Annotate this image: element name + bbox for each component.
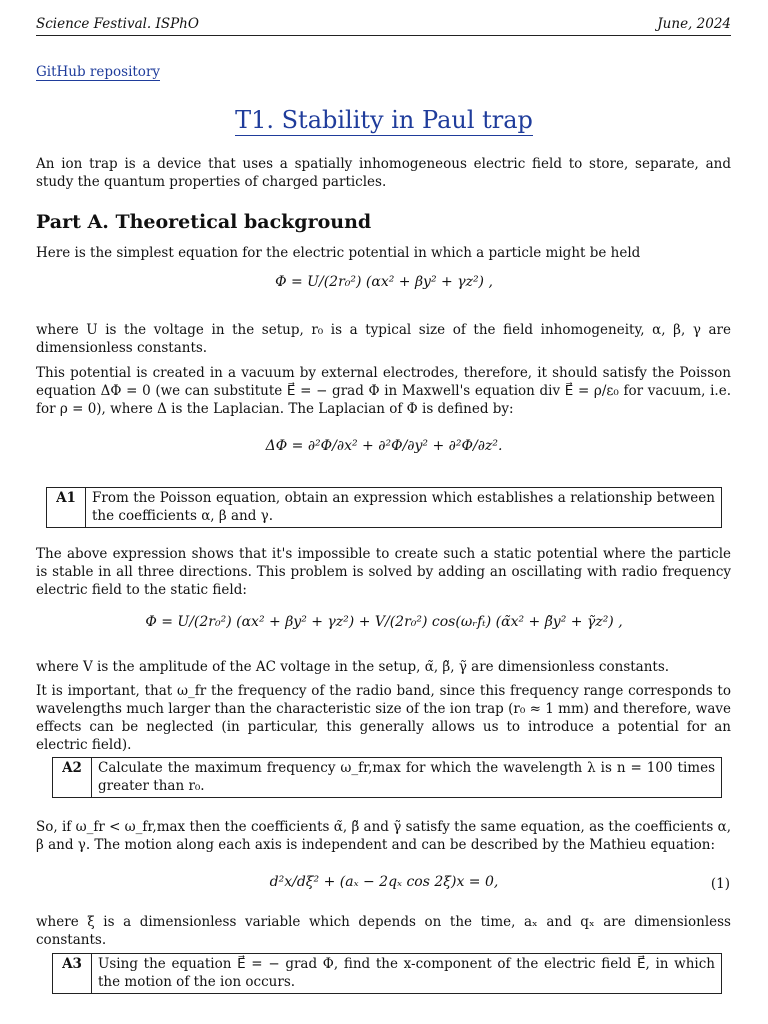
header-right: June, 2024 — [657, 16, 731, 32]
equation-laplacian: ΔΦ = ∂²Φ/∂x² + ∂²Φ/∂y² + ∂²Φ/∂z². — [265, 438, 503, 454]
equation-potential: Φ = U/(2r₀²) (αx² + βy² + γz²) , — [275, 274, 493, 290]
equation-rf-potential: Φ = U/(2r₀²) (αx² + βy² + γz²) + V/(2r₀²) cos(ωᵣfₜ) (α̃x² + β̃y² + γ̃z²) , — [145, 614, 623, 630]
task-text: Calculate the maximum frequency ω_fr,max for which the wavelength λ is n = 100 times greater than r₀. — [98, 760, 715, 794]
equation-number: (1) — [710, 876, 730, 892]
paragraph-1: Here is the simplest equation for the electric potential in which a particle might be held — [36, 245, 641, 261]
paragraph-5: where V is the amplitude of the AC voltage in the setup, α̃, β̃, γ̃ are dimensionless constants. — [36, 659, 670, 675]
header-left: Science Festival. ISPhO — [36, 16, 199, 32]
task-label: A3 — [53, 954, 92, 993]
task-label: A2 — [53, 758, 92, 797]
page-header — [36, 16, 731, 36]
task-text: Using the equation E⃗ = − grad Φ, find the x-component of the electric field E⃗, in which the motion of the ion occurs. — [98, 956, 715, 990]
equation-mathieu: d²x/dξ² + (aₓ − 2qₓ cos 2ξ)x = 0, — [269, 874, 499, 890]
section-heading-a: Part A. Theoretical background — [36, 211, 372, 233]
paragraph-6: It is important, that ω_fr the frequency of the radio band, since this frequency range corresponds to wavelengths much larger than the characteristic size of the ion trap (r₀ ≈ 1 mm) and therefore, wave effects can be neglected (in particular, this generally allows us to introduce a potential for an electric field). — [36, 683, 731, 753]
paragraph-8: where ξ is a dimensionless variable which depends on the time, aₓ and qₓ are dimensionless constants. — [36, 914, 731, 948]
intro-paragraph: An ion trap is a device that uses a spatially inhomogeneous electric field to store, separate, and study the quantum properties of charged particles. — [36, 156, 731, 190]
paragraph-4: The above expression shows that it's impossible to create such a static potential where the particle is stable in all three directions. This problem is solved by adding an oscillating with radio frequency electric field to the static field: — [36, 546, 731, 598]
paragraph-2: where U is the voltage in the setup, r₀ is a typical size of the field inhomogeneity, α, β, γ are dimensionless constants. — [36, 322, 731, 356]
page-title: T1. Stability in Paul trap — [235, 106, 533, 134]
task-text: From the Poisson equation, obtain an expression which establishes a relationship between the coefficients α, β and γ. — [92, 490, 715, 524]
task-box-a1 — [46, 487, 722, 528]
paragraph-3: This potential is created in a vacuum by external electrodes, therefore, it should satisfy the Poisson equation ΔΦ = 0 (we can substitute E⃗ = − grad Φ in Maxwell's equation div E⃗ = ρ/ε₀ for vacuum, i.e. for ρ = 0), where Δ is the Laplacian. The Laplacian of Φ is defined by: — [36, 365, 731, 417]
github-link[interactable]: GitHub repository — [36, 64, 161, 80]
task-box-a2 — [52, 757, 722, 798]
paragraph-7: So, if ω_fr < ω_fr,max then the coefficients α̃, β̃ and γ̃ satisfy the same equation, as the coefficients α, β and γ. The motion along each axis is independent and can be described by the Mathieu equation: — [36, 819, 731, 853]
task-box-a3 — [52, 953, 722, 994]
task-label: A1 — [47, 488, 86, 527]
